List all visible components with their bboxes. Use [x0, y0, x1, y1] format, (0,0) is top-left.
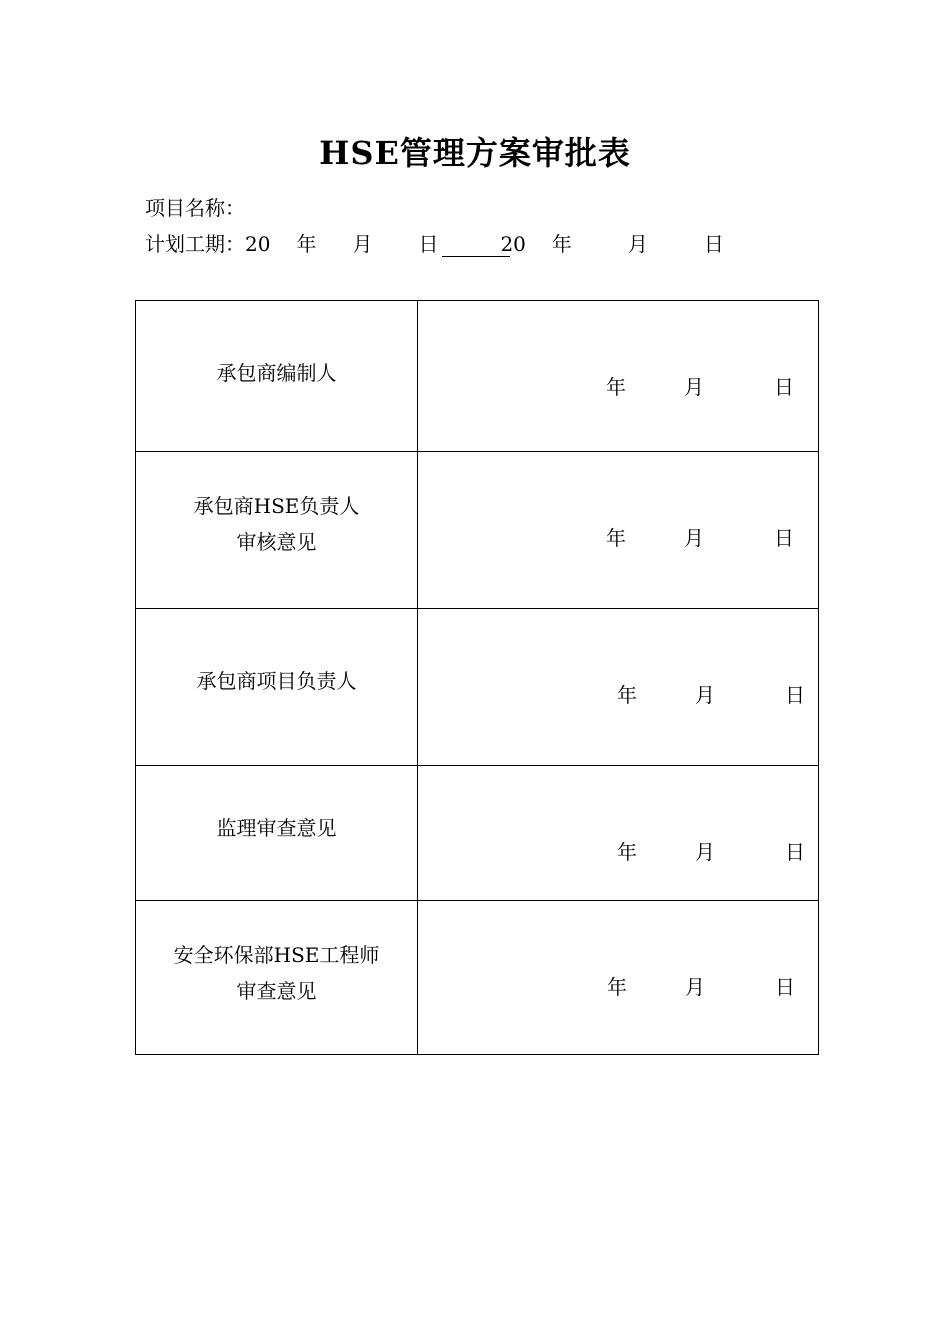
- signature-cell[interactable]: [418, 301, 819, 452]
- table-row: [136, 452, 819, 609]
- date-year-unit: 年: [617, 840, 637, 864]
- date-month-unit: 月: [684, 526, 704, 550]
- date-year-unit: 年: [607, 975, 627, 999]
- plan-period-label: 计划工期：: [145, 232, 245, 256]
- date-month-unit: 月: [695, 683, 715, 707]
- table-row: [136, 301, 819, 452]
- project-name-field: [145, 192, 245, 221]
- date-day-unit: 日: [774, 526, 794, 550]
- signature-cell[interactable]: [418, 452, 819, 609]
- date-month-unit: 月: [685, 975, 705, 999]
- start-month-unit: 月: [352, 232, 373, 256]
- row-label-line: 审核意见: [236, 530, 317, 554]
- signature-cell[interactable]: [418, 609, 819, 766]
- end-year-prefix: 20: [500, 232, 526, 256]
- date-year-unit: 年: [606, 526, 626, 550]
- project-name-label: 项目名称：: [145, 196, 245, 220]
- date-year-unit: 年: [606, 375, 626, 399]
- row-label-line: 承包商项目负责人: [196, 669, 357, 693]
- row-label-line: 审查意见: [236, 979, 317, 1003]
- start-day-unit: 日: [418, 232, 439, 256]
- start-year-unit: 年: [296, 232, 317, 256]
- start-year-prefix: 20: [245, 232, 271, 256]
- date-year-unit: 年: [617, 683, 637, 707]
- date-day-unit: 日: [774, 375, 794, 399]
- date-day-unit: 日: [785, 683, 805, 707]
- row-label-line: 承包商编制人: [216, 361, 337, 385]
- row-label-contractor-project-lead: [136, 609, 418, 766]
- date-month-unit: 月: [684, 375, 704, 399]
- row-label-contractor-hse-lead: [136, 452, 418, 609]
- date-month-unit: 月: [695, 840, 715, 864]
- row-label-supervision-review: [136, 766, 418, 901]
- end-year-unit: 年: [551, 232, 572, 256]
- signature-cell[interactable]: [418, 901, 819, 1055]
- signature-cell[interactable]: [418, 766, 819, 901]
- date-day-unit: 日: [785, 840, 805, 864]
- row-label-line: 承包商HSE负责人: [193, 494, 360, 518]
- table-row: [136, 901, 819, 1055]
- end-day-unit: 日: [703, 232, 724, 256]
- date-day-unit: 日: [775, 975, 795, 999]
- table-row: [136, 609, 819, 766]
- table-row: [136, 766, 819, 901]
- page-title: HSE管理方案审批表: [319, 134, 631, 172]
- end-month-unit: 月: [627, 232, 648, 256]
- plan-period-field: [145, 228, 724, 257]
- row-label-line: 安全环保部HSE工程师: [173, 943, 380, 967]
- row-label-hse-engineer-review: [136, 901, 418, 1055]
- approval-table: [135, 300, 819, 1055]
- row-label-line: 监理审查意见: [216, 816, 337, 840]
- row-label-contractor-preparer: [136, 301, 418, 452]
